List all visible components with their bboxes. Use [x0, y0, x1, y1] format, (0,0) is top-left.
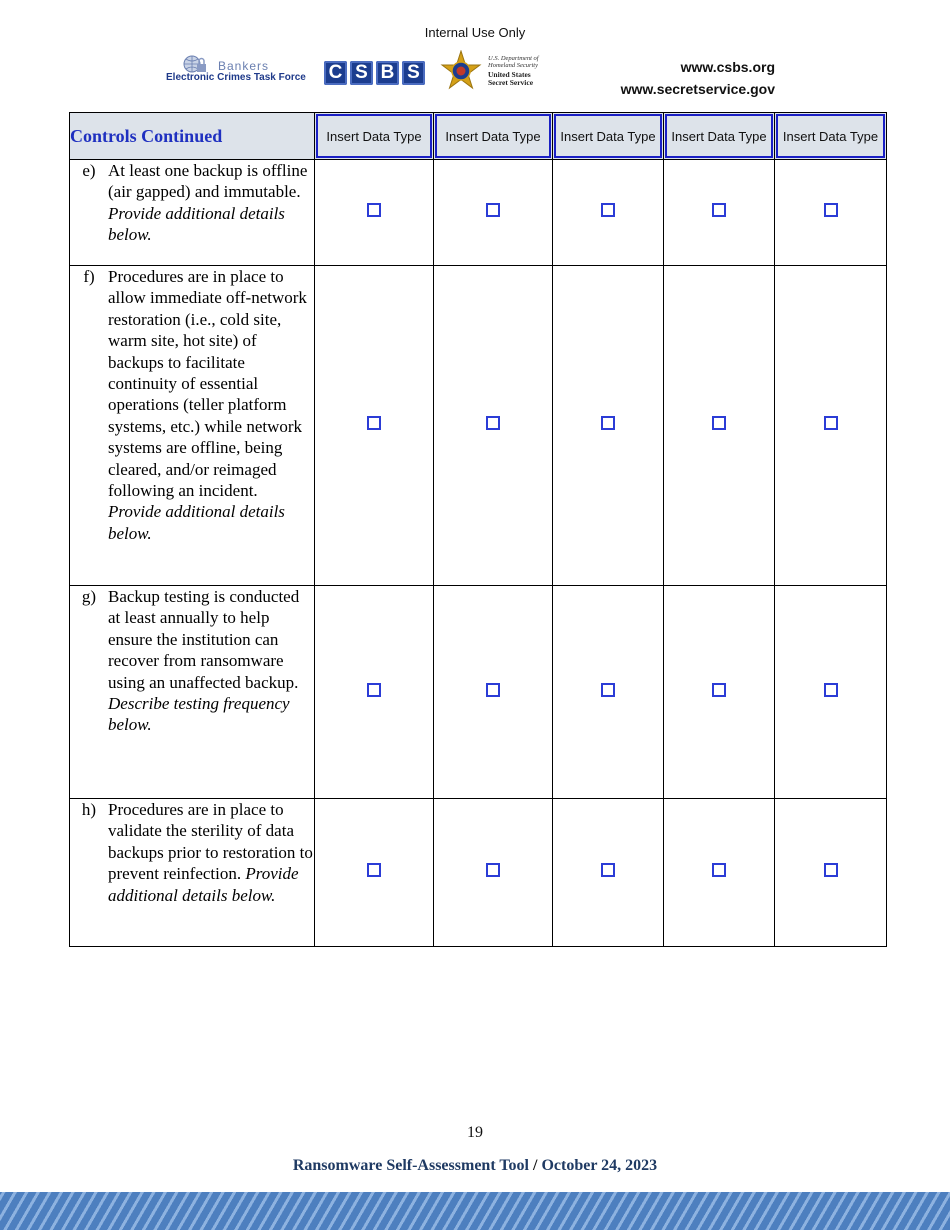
footer-stripe-band — [0, 1192, 950, 1230]
checkbox-g-4[interactable] — [712, 683, 726, 697]
page-number: 19 — [467, 1124, 483, 1141]
item-label: g) — [81, 587, 97, 606]
table-row-e — [70, 160, 887, 266]
controls-table — [69, 112, 887, 947]
item-note: Provide additional details below. — [108, 502, 285, 543]
item-label: f) — [83, 267, 95, 286]
dhs-text: U.S. Department of Homeland Security — [488, 55, 539, 69]
star-seal-icon — [438, 50, 484, 96]
checkbox-g-1[interactable] — [367, 683, 381, 697]
csbs-logo — [324, 61, 425, 85]
checkbox-f-3[interactable] — [601, 416, 615, 430]
bankers-ectf-logo — [166, 55, 314, 87]
checkbox-e-4[interactable] — [712, 203, 726, 217]
data-type-field-4[interactable]: Insert Data Type — [665, 114, 773, 158]
column-header-5 — [775, 113, 887, 160]
table-header-row — [70, 113, 887, 160]
checkbox-e-3[interactable] — [601, 203, 615, 217]
control-description-g — [70, 586, 315, 799]
checkbox-h-2[interactable] — [486, 863, 500, 877]
footer-title — [0, 1157, 950, 1175]
csbs-letter-b: B — [376, 61, 399, 85]
column-header-2 — [434, 113, 553, 160]
checkbox-e-2[interactable] — [486, 203, 500, 217]
data-type-field-2[interactable]: Insert Data Type — [435, 114, 551, 158]
title-separator: / — [529, 1157, 542, 1174]
item-note: Provide additional details below. — [108, 203, 285, 245]
checkbox-g-5[interactable] — [824, 683, 838, 697]
ectf-text: Electronic Crimes Task Force — [166, 72, 306, 83]
data-type-field-3[interactable]: Insert Data Type — [554, 114, 662, 158]
internal-use-note: Internal Use Only — [424, 25, 526, 40]
csbs-letter-s: S — [350, 61, 373, 85]
checkbox-g-3[interactable] — [601, 683, 615, 697]
secret-service-logo — [438, 50, 548, 96]
data-type-field-1[interactable]: Insert Data Type — [316, 114, 432, 158]
checkbox-f-2[interactable] — [486, 416, 500, 430]
checkbox-h-3[interactable] — [601, 863, 615, 877]
item-text: Procedures are in place to allow immediate off-network restoration (i.e., cold site, warm site, hot site) of backups to facilitate continuity of essential operations (teller platform systems, etc.) while network systems are offline, being cleared, and/or reimaged following an incident. Provide additional details below. — [108, 267, 307, 543]
data-type-field-5[interactable]: Insert Data Type — [776, 114, 885, 158]
table-row-h — [70, 799, 887, 947]
column-header-4 — [664, 113, 775, 160]
table-row-f — [70, 266, 887, 586]
controls-continued-heading: Controls Continued — [70, 113, 315, 160]
csbs-url: www.csbs.org — [680, 59, 775, 75]
column-header-1 — [315, 113, 434, 160]
checkbox-f-5[interactable] — [824, 416, 838, 430]
csbs-letter-s2: S — [402, 61, 425, 85]
usss-text: United States Secret Service — [488, 70, 534, 87]
doc-date: October 24, 2023 — [541, 1157, 658, 1174]
doc-title: Ransomware Self-Assessment Tool — [292, 1157, 529, 1174]
control-description-h — [70, 799, 315, 947]
item-text: Procedures are in place to validate the sterility of data backups prior to restoration to prevent reinfection. Provide additional details below. — [108, 800, 313, 905]
bankers-text: Bankers — [218, 59, 270, 73]
item-text: At least one backup is offline (air gapped) and immutable. Provide additional details below. — [108, 161, 308, 245]
item-label: h) — [81, 800, 97, 819]
checkbox-h-5[interactable] — [824, 863, 838, 877]
secretservice-url: www.secretservice.gov — [620, 81, 775, 97]
table-row-g — [70, 586, 887, 799]
checkbox-f-1[interactable] — [367, 416, 381, 430]
item-label: e) — [82, 161, 96, 180]
control-description-f — [70, 266, 315, 586]
item-text: Backup testing is conducted at least annually to help ensure the institution can recover from ransomware using an unaffected backup. Describe testing frequency below. — [108, 587, 300, 735]
checkbox-f-4[interactable] — [712, 416, 726, 430]
checkbox-g-2[interactable] — [486, 683, 500, 697]
item-note: Provide additional details below. — [108, 864, 299, 905]
control-description-e — [70, 160, 315, 266]
checkbox-e-5[interactable] — [824, 203, 838, 217]
column-header-3 — [553, 113, 664, 160]
checkbox-h-1[interactable] — [367, 863, 381, 877]
checkbox-h-4[interactable] — [712, 863, 726, 877]
csbs-letter-c: C — [324, 61, 347, 85]
item-note: Describe testing frequency below. — [108, 694, 290, 735]
checkbox-e-1[interactable] — [367, 203, 381, 217]
